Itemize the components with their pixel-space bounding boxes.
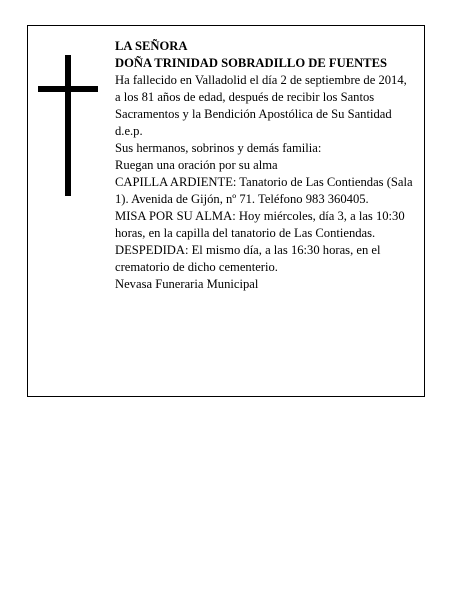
- cross-horizontal-bar: [38, 86, 98, 92]
- funeral-home-name: Nevasa Funeraria Municipal: [115, 277, 259, 291]
- obituary-text: [115, 38, 413, 293]
- farewell-info: DESPEDIDA: El mismo día, a las 16:30 horas, en el crematorio de dicho cementerio.: [115, 243, 381, 274]
- death-announcement: Ha fallecido en Valladolid el día 2 de septiembre de 2014, a los 81 años de edad, después de recibir los Santos Sacramentos y la Bendición Apostólica de Su Santidad: [115, 73, 407, 121]
- cross-vertical-bar: [65, 55, 71, 196]
- funeral-chapel-info: CAPILLA ARDIENTE: Tanatorio de Las Contiendas (Sala 1). Avenida de Gijón, nº 71. Teléfono 983 360405.: [115, 175, 413, 206]
- family-line: Sus hermanos, sobrinos y demás familia:: [115, 141, 322, 155]
- deceased-name: DOÑA TRINIDAD SOBRADILLO DE FUENTES: [115, 56, 387, 70]
- title-line-1: LA SEÑORA: [115, 39, 188, 53]
- prayer-request: Ruegan una oración por su alma: [115, 158, 278, 172]
- rip-abbreviation: d.e.p.: [115, 124, 143, 138]
- mass-info: MISA POR SU ALMA: Hoy miércoles, día 3, a las 10:30 horas, en la capilla del tanatorio de Las Contiendas.: [115, 209, 405, 240]
